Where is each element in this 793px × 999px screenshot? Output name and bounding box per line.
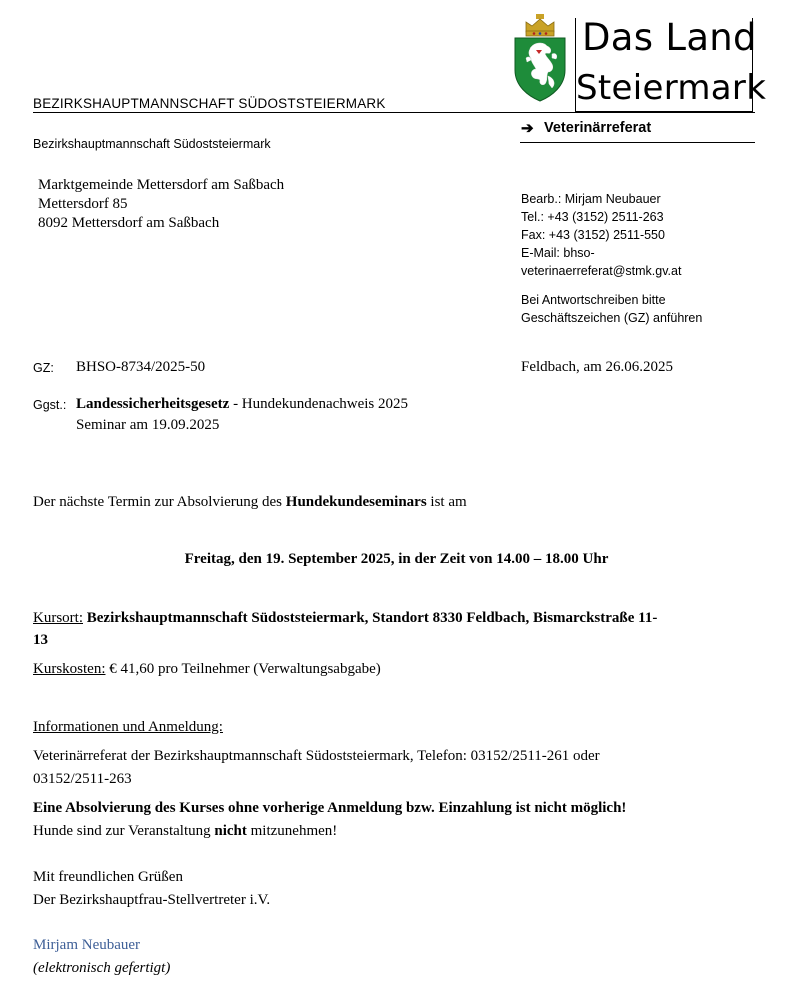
info-line: 03152/2511-263 xyxy=(33,771,132,787)
subject-line-2: Seminar am 19.09.2025 xyxy=(76,417,220,433)
kurskosten-label: Kurskosten: xyxy=(33,661,106,677)
dogs-note xyxy=(33,823,337,840)
subject-label: Ggst.: xyxy=(33,398,67,412)
signer-note: (elektronisch gefertigt) xyxy=(33,960,171,976)
logo-text-das-land: Das Land xyxy=(582,16,757,59)
arrow-right-icon: ➔ xyxy=(521,120,534,137)
styrian-crest-logo xyxy=(512,14,568,102)
contact-bearb: Bearb.: Mirjam Neubauer xyxy=(521,192,661,206)
letter-date: Feldbach, am 26.06.2025 xyxy=(521,359,674,375)
authority-header: BEZIRKSHAUPTMANNSCHAFT SÜDOSTSTEIERMARK xyxy=(33,96,386,111)
contact-fax: Fax: +43 (3152) 2511-550 xyxy=(521,228,665,242)
dogs-text-end: mitzunehmen! xyxy=(246,823,338,839)
recipient-line: Marktgemeinde Mettersdorf am Saßbach xyxy=(38,177,285,193)
gz-label: GZ: xyxy=(33,361,54,375)
recipient-line: Mettersdorf 85 xyxy=(38,196,128,212)
department-divider xyxy=(520,142,755,143)
gz-value: BHSO-8734/2025-50 xyxy=(76,359,206,375)
intro-text-end: ist am xyxy=(426,494,467,510)
sender-line: Bezirkshauptmannschaft Südoststeiermark xyxy=(33,137,271,151)
crown-icon xyxy=(526,14,554,36)
subject-rest: - Hundekundenachweis 2025 xyxy=(229,396,409,412)
kursort-label: Kursort: xyxy=(33,610,83,626)
recipient-line: 8092 Mettersdorf am Saßbach xyxy=(38,215,220,231)
department-label: Veterinärreferat xyxy=(544,120,652,136)
header-divider-right xyxy=(500,112,755,113)
logo-text-steiermark: Steiermark xyxy=(576,68,767,108)
contact-email-label: E-Mail: bhso- xyxy=(521,246,595,260)
kursort-line xyxy=(33,610,657,627)
header-divider xyxy=(33,112,500,113)
closing-greeting: Mit freundlichen Grüßen xyxy=(33,869,183,885)
info-line: Veterinärreferat der Bezirkshauptmannschaft Südoststeiermark, Telefon: 03152/2511-261 oder xyxy=(33,748,600,764)
signer-name: Mirjam Neubauer xyxy=(33,937,141,953)
dogs-bold: nicht xyxy=(214,823,247,839)
intro-text: Der nächste Termin zur Absolvierung des xyxy=(33,494,286,510)
closing-title: Der Bezirkshauptfrau-Stellvertreter i.V. xyxy=(33,892,271,908)
contact-note: Geschäftszeichen (GZ) anführen xyxy=(521,311,703,325)
kurskosten-line xyxy=(33,661,381,678)
kursort-value-cont: 13 xyxy=(33,632,48,648)
intro-bold: Hundekundeseminars xyxy=(285,494,427,510)
info-heading: Informationen und Anmeldung: xyxy=(33,719,223,735)
kursort-value: Bezirkshauptmannschaft Südoststeiermark, Standort 8330 Feldbach, Bismarckstraße 11- xyxy=(83,610,658,626)
kurskosten-value: € 41,60 pro Teilnehmer (Verwaltungsabgabe) xyxy=(105,661,381,677)
seminar-date-line: Freitag, den 19. September 2025, in der Zeit von 14.00 – 18.00 Uhr xyxy=(184,551,609,567)
contact-email-link[interactable]: veterinaerreferat@stmk.gv.at xyxy=(521,264,682,278)
subject-line xyxy=(76,396,408,413)
contact-note: Bei Antwortschreiben bitte xyxy=(521,293,666,307)
subject-bold: Landessicherheitsgesetz xyxy=(76,396,230,412)
intro-paragraph xyxy=(33,494,467,511)
dogs-text: Hunde sind zur Veranstaltung xyxy=(33,823,215,839)
warning-text: Eine Absolvierung des Kurses ohne vorherige Anmeldung bzw. Einzahlung ist nicht möglich! xyxy=(33,800,627,816)
contact-tel: Tel.: +43 (3152) 2511-263 xyxy=(521,210,664,224)
